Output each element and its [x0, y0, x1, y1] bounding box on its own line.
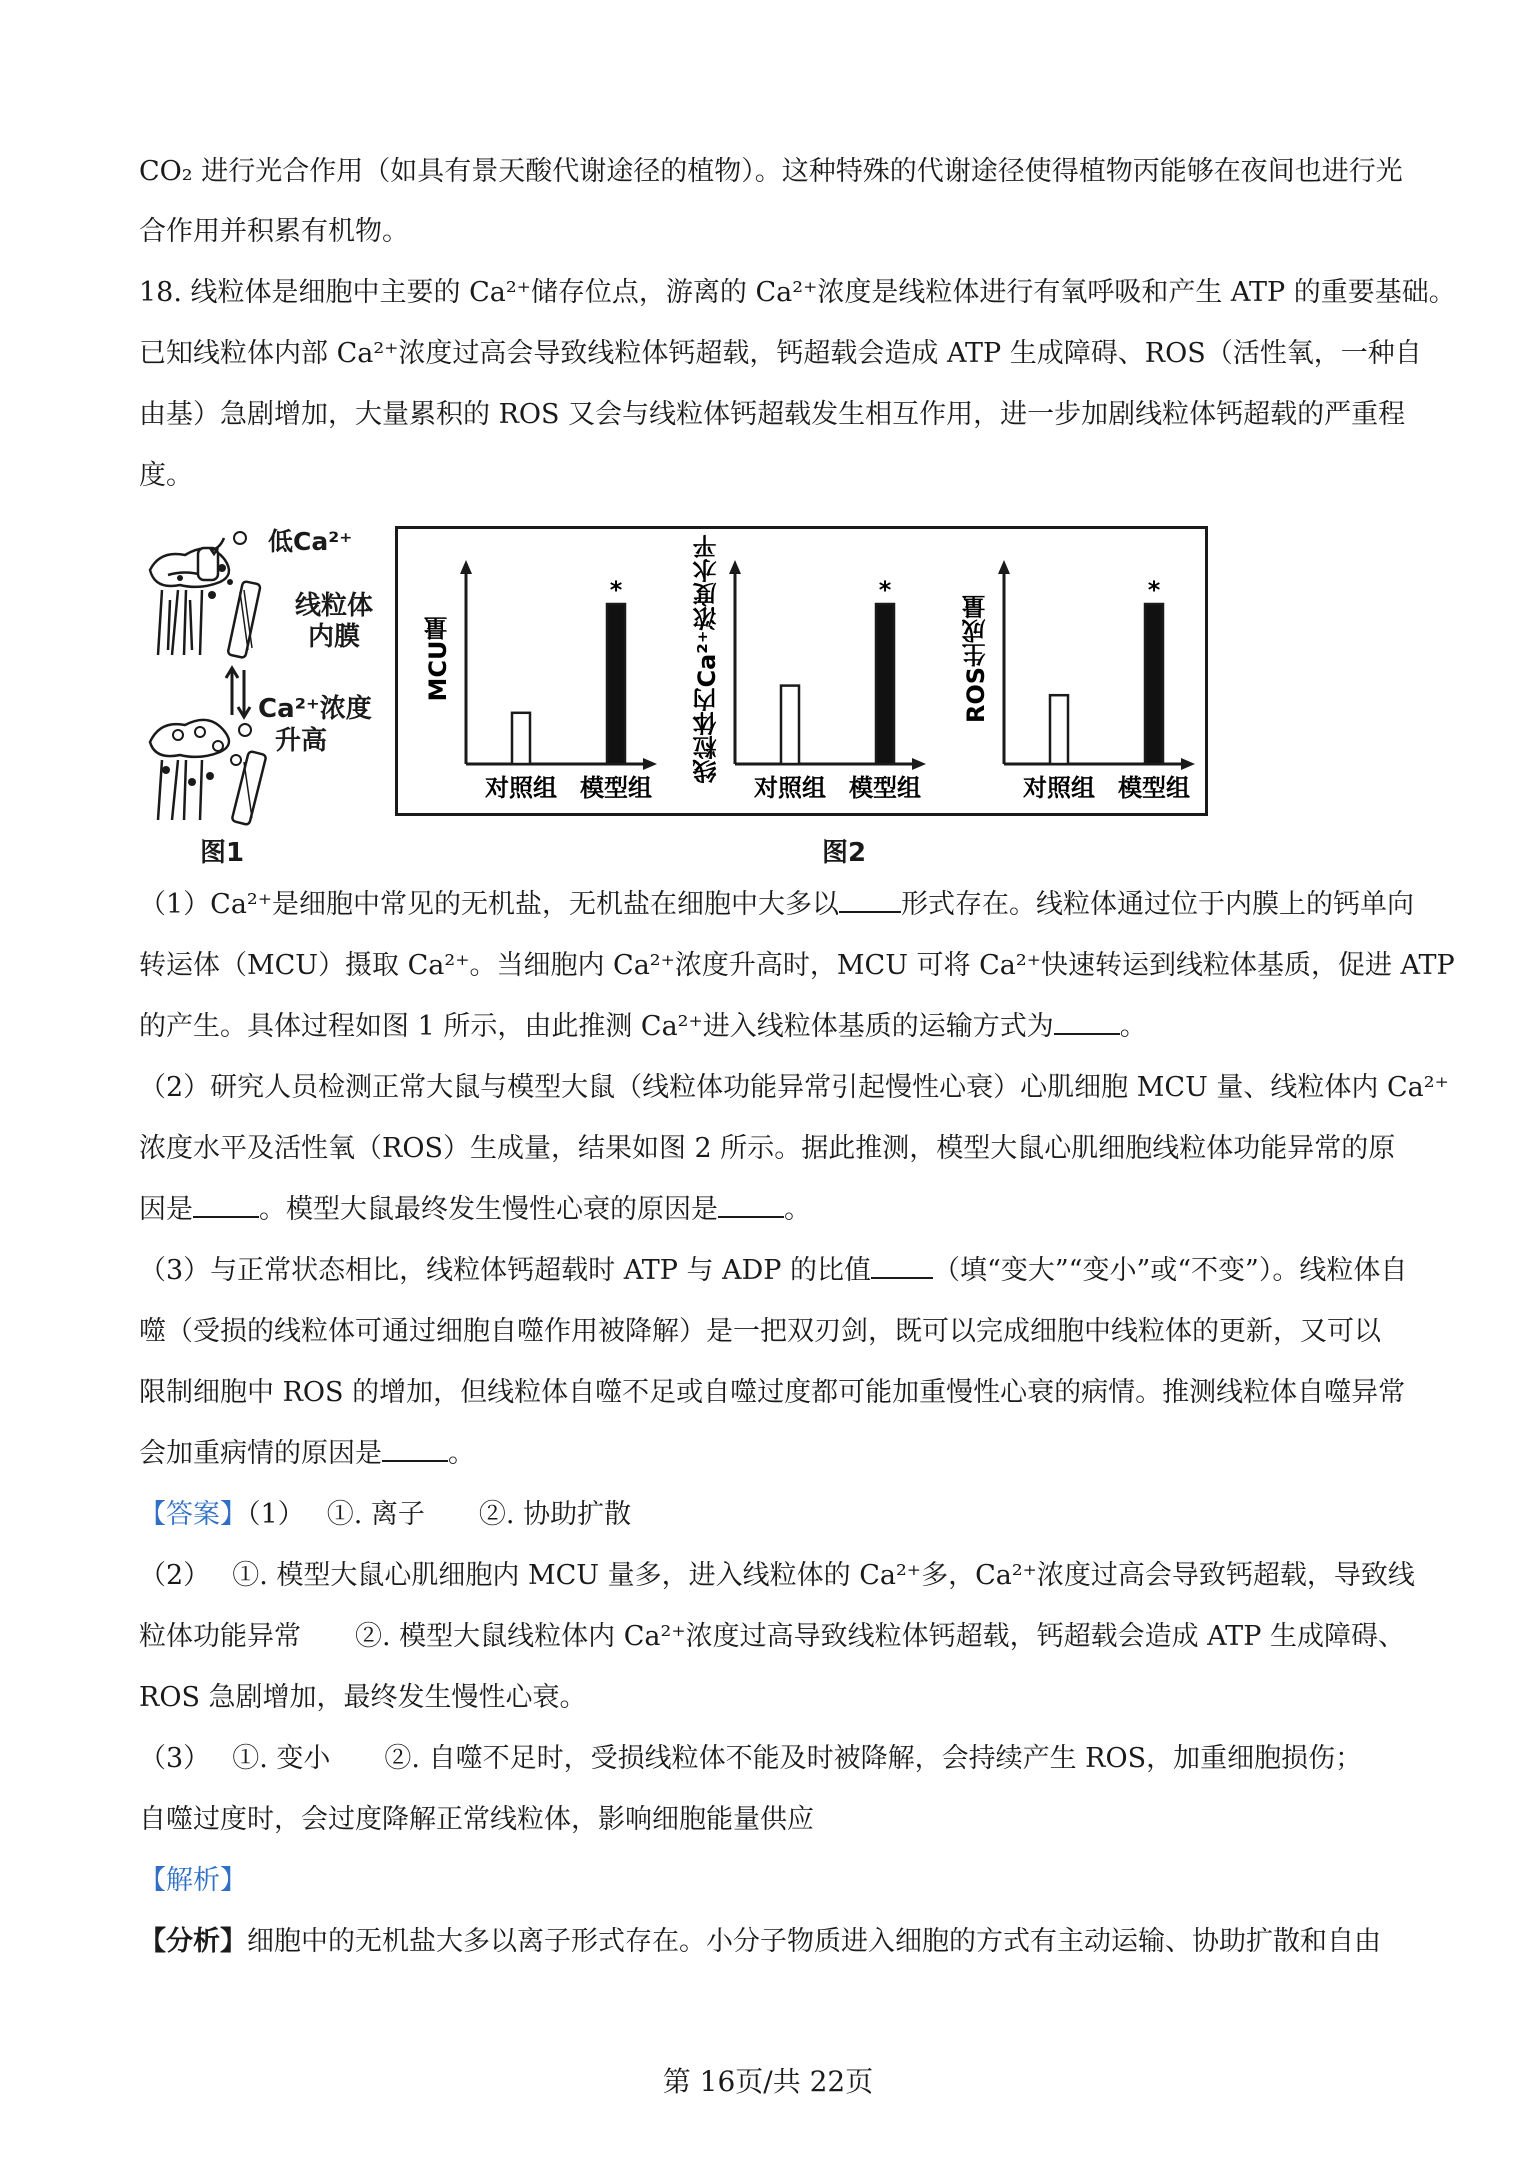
part-3-line: （3）与正常状态相比，线粒体钙超载时 ATP 与 ADP 的比值 （填“变大”“变小”或“不变”）。线粒体自 — [139, 1251, 1407, 1291]
membrane-label: 线粒体 — [295, 591, 374, 621]
text-line: CO₂ 进行光合作用（如具有景天酸代谢途径的植物）。这种特殊的代谢途径使得植物丙能够在夜间也进行光 — [139, 156, 1403, 187]
part-1-line: 的产生。具体过程如图 1 所示，由此推测 Ca²⁺进入线粒体基质的运输方式为 。 — [139, 1007, 1147, 1047]
part-3-line: 限制细胞中 ROS 的增加，但线粒体自噬不足或自噬过度都可能加重慢性心衰的病情。推测线粒体自噬异常 — [139, 1377, 1406, 1408]
low-ca-label: 低Ca²⁺ — [268, 527, 353, 556]
part-2-line: （2）研究人员检测正常大鼠与模型大鼠（线粒体功能异常引起慢性心衰）心肌细胞 MCU 量、线粒体内 Ca²⁺ — [139, 1072, 1449, 1103]
membrane-label: 内膜 — [308, 622, 361, 652]
significance-marker: * — [878, 576, 892, 604]
answer-line: 自噬过度时，会过度降解正常线粒体，影响细胞能量供应 — [139, 1804, 814, 1835]
y-axis-label: 线粒体内Ca²⁺浓度水平 — [693, 534, 721, 784]
figure-2-caption: 图2 — [822, 838, 867, 868]
figure-2-charts — [398, 529, 1205, 813]
significance-marker: * — [1147, 576, 1161, 604]
text-line: 合作用并积累有机物。 — [139, 216, 409, 247]
chart-bar — [876, 604, 894, 764]
figure-1-caption: 图1 — [200, 838, 245, 868]
chart-bar — [607, 604, 625, 764]
chart-bar — [1145, 604, 1163, 764]
x-tick-label: 对照组 — [1023, 774, 1095, 802]
figure-1-diagram — [140, 520, 390, 830]
answer-blank — [839, 885, 901, 913]
x-tick-label: 对照组 — [754, 774, 826, 802]
y-axis-arrow — [729, 560, 741, 574]
part-1-line: （1）Ca²⁺是细胞中常见的无机盐，无机盐在细胞中大多以 形式存在。线粒体通过位于内膜上的钙单向 — [139, 885, 1414, 925]
answer-line: 【答案】（1） ①. 离子 ②. 协助扩散 — [139, 1499, 632, 1530]
significance-marker: * — [609, 576, 623, 604]
part-3-line: 会加重病情的原因是 。 — [139, 1434, 475, 1474]
y-axis-arrow — [998, 560, 1010, 574]
x-tick-label: 模型组 — [849, 774, 921, 802]
answer-tag: 【答案】 — [139, 1499, 247, 1530]
question-18-line: 度。 — [139, 460, 193, 491]
analysis-line: 【分析】细胞中的无机盐大多以离子形式存在。小分子物质进入细胞的方式有主动运输、协助扩散和自由 — [139, 1926, 1381, 1957]
part-1-line: 转运体（MCU）摄取 Ca²⁺。当细胞内 Ca²⁺浓度升高时，MCU 可将 Ca²⁺快速转运到线粒体基质，促进 ATP — [139, 950, 1455, 981]
x-axis-arrow — [912, 758, 926, 770]
part-3-line: 噬（受损的线粒体可通过细胞自噬作用被降解）是一把双刃剑，既可以完成细胞中线粒体的更新，又可以 — [139, 1316, 1381, 1347]
answer-line: （2） ①. 模型大鼠心肌细胞内 MCU 量多，进入线粒体的 Ca²⁺多，Ca²⁺浓度过高会导致钙超载，导致线 — [139, 1560, 1415, 1591]
answer-blank — [871, 1251, 933, 1279]
answer-line: ROS 急剧增加，最终发生慢性心衰。 — [139, 1682, 587, 1713]
x-tick-label: 模型组 — [580, 774, 652, 802]
analysis-tag: 【解析】 — [139, 1865, 247, 1896]
answer-blank — [193, 1190, 259, 1218]
chart-bar — [1050, 695, 1068, 764]
chart-bar — [781, 686, 799, 764]
ca-rise-label: Ca²⁺浓度 — [258, 694, 372, 724]
part-2-line: 浓度水平及活性氧（ROS）生成量，结果如图 2 所示。据此推测，模型大鼠心肌细胞线粒体功能异常的原 — [139, 1133, 1396, 1164]
answer-blank — [718, 1190, 784, 1218]
question-18-line: 由基）急剧增加，大量累积的 ROS 又会与线粒体钙超载发生相互作用，进一步加剧线粒体钙超载的严重程 — [139, 399, 1406, 430]
x-tick-label: 模型组 — [1118, 774, 1190, 802]
analysis-subtag: 【分析】 — [139, 1926, 247, 1957]
answer-line: 粒体功能异常 ②. 模型大鼠线粒体内 Ca²⁺浓度过高导致线粒体钙超载，钙超载会造成 ATP 生成障碍、 — [139, 1621, 1405, 1652]
answer-line: （3） ①. 变小 ②. 自噬不足时，受损线粒体不能及时被降解，会持续产生 ROS，加重细胞损伤； — [139, 1743, 1363, 1774]
question-18-line: 已知线粒体内部 Ca²⁺浓度过高会导致线粒体钙超载，钙超载会造成 ATP 生成障碍、ROS（活性氧，一种自 — [139, 338, 1422, 369]
part-2-line: 因是 。模型大鼠最终发生慢性心衰的原因是 。 — [139, 1190, 811, 1230]
y-axis-label: MCU量 — [424, 616, 452, 702]
x-axis-arrow — [643, 758, 657, 770]
y-axis-label: ROS生成量 — [962, 594, 990, 724]
ca-rise-label: 升高 — [275, 726, 328, 756]
figure-2-frame — [395, 526, 1208, 816]
page-footer: 第 16页/共 22页 — [662, 2065, 874, 2098]
x-axis-arrow — [1181, 758, 1195, 770]
y-axis-arrow — [460, 560, 472, 574]
answer-blank — [382, 1434, 448, 1462]
answer-blank — [1054, 1007, 1120, 1035]
chart-bar — [512, 713, 530, 764]
x-tick-label: 对照组 — [485, 774, 557, 802]
question-18-line: 18. 线粒体是细胞中主要的 Ca²⁺储存位点，游离的 Ca²⁺浓度是线粒体进行有氧呼吸和产生 ATP 的重要基础。 — [139, 277, 1456, 308]
